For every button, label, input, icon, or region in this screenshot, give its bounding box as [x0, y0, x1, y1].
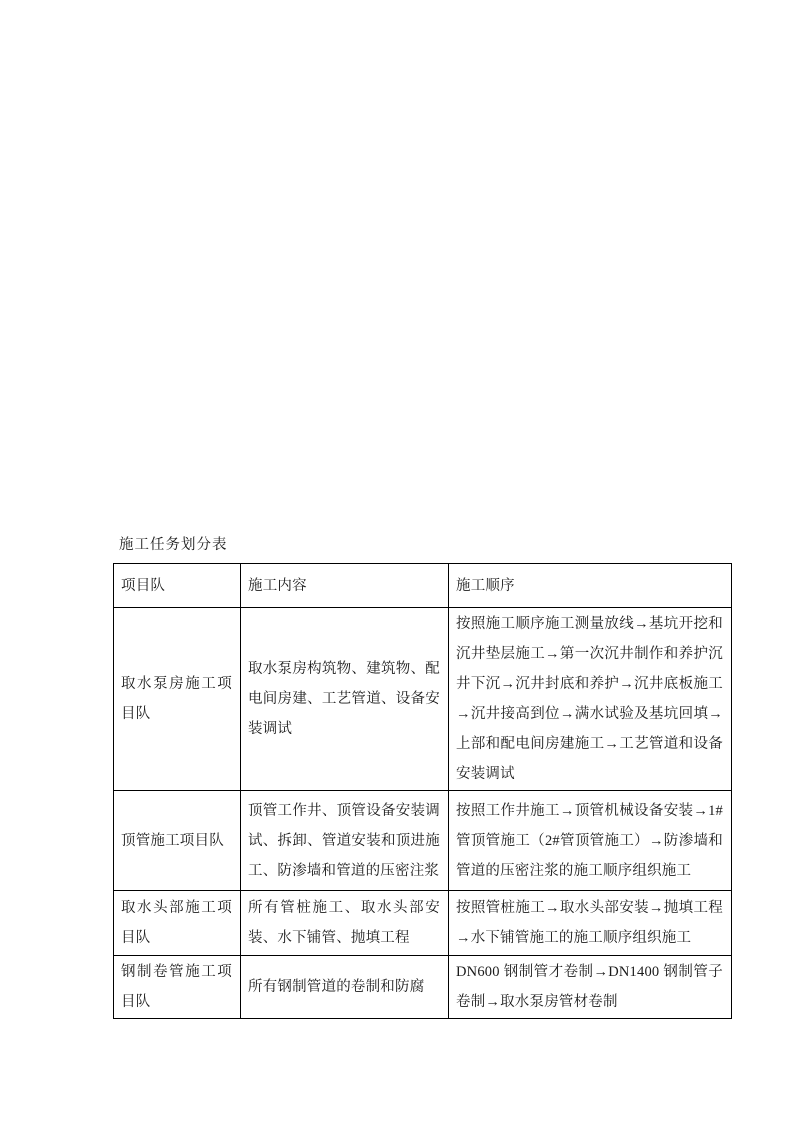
cell-sequence: 按照管桩施工→取水头部安装→抛填工程→水下铺管施工的施工顺序组织施工	[449, 891, 732, 956]
header-cell-sequence: 施工顺序	[449, 564, 732, 608]
header-cell-content: 施工内容	[241, 564, 449, 608]
cell-team: 顶管施工项目队	[114, 791, 241, 891]
cell-content: 所有管桩施工、取水头部安装、水下铺管、抛填工程	[241, 891, 449, 956]
cell-content: 顶管工作井、顶管设备安装调试、拆卸、管道安装和顶进施工、防渗墙和管道的压密注浆	[241, 791, 449, 891]
cell-sequence: 按照施工顺序施工测量放线→基坑开挖和沉井垫层施工→第一次沉井制作和养护沉井下沉→沉井封底和养护→沉井底板施工→沉井接高到位→满水试验及基坑回填→上部和配电间房建施工→工艺管道和设备安装调试	[449, 608, 732, 791]
table-row	[114, 791, 732, 891]
cell-sequence: DN600 钢制管才卷制→DN1400 钢制管子卷制→取水泵房管材卷制	[449, 956, 732, 1019]
table-header-row	[114, 564, 732, 608]
table-row	[114, 891, 732, 956]
task-division-table	[113, 563, 732, 1019]
cell-team: 钢制卷管施工项目队	[114, 956, 241, 1019]
cell-team: 取水泵房施工项目队	[114, 608, 241, 791]
cell-content: 取水泵房构筑物、建筑物、配电间房建、工艺管道、设备安装调试	[241, 608, 449, 791]
table-row	[114, 956, 732, 1019]
cell-team: 取水头部施工项目队	[114, 891, 241, 956]
cell-content: 所有钢制管道的卷制和防腐	[241, 956, 449, 1019]
table-row	[114, 608, 732, 791]
header-cell-team: 项目队	[114, 564, 241, 608]
cell-sequence: 按照工作井施工→顶管机械设备安装→1#管顶管施工（2#管顶管施工）→防渗墙和管道的压密注浆的施工顺序组织施工	[449, 791, 732, 891]
document-title: 施工任务划分表	[119, 537, 228, 553]
